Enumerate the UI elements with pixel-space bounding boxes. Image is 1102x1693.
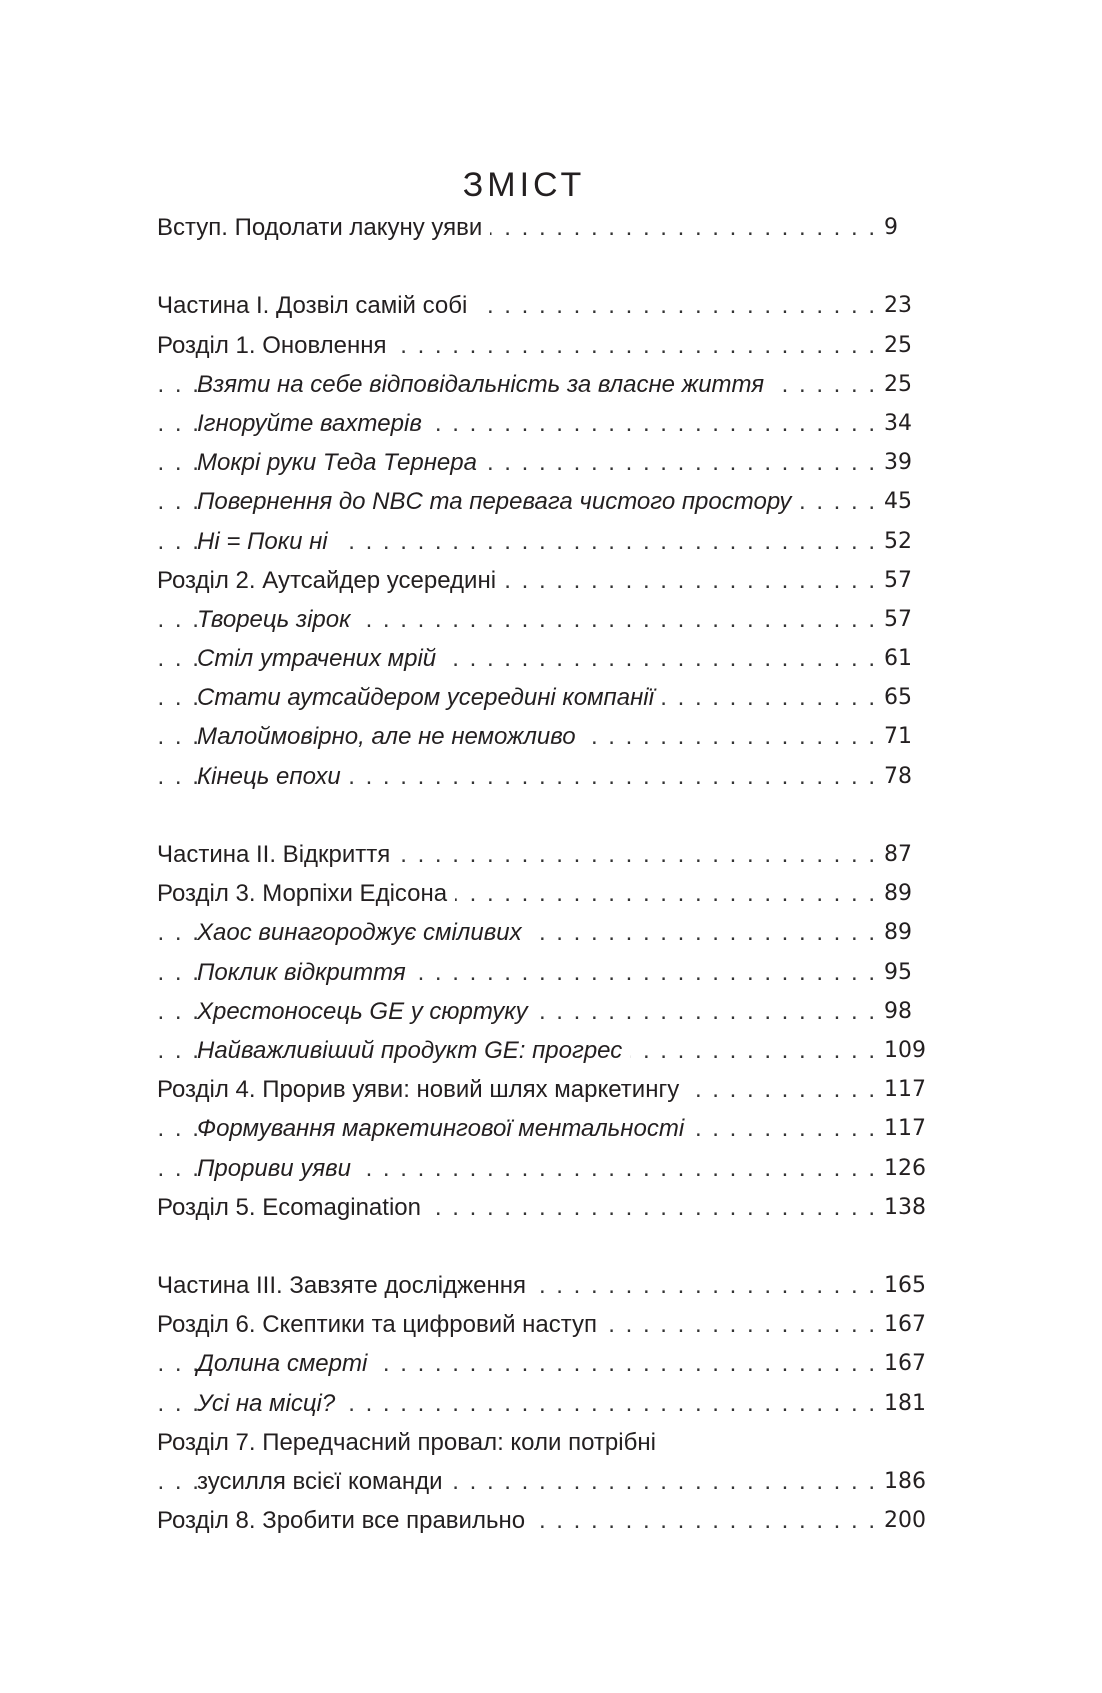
toc-entry-part-2[interactable] (157, 835, 937, 874)
page-number: 34 (884, 410, 912, 436)
entry-label: Повернення до NBC та перевага чистого простору (197, 482, 799, 521)
page-number: 25 (884, 371, 912, 397)
toc-entry-section[interactable] (157, 678, 937, 717)
toc-title: ЗМІСТ (462, 166, 586, 204)
toc-entry-chapter-5[interactable] (157, 1188, 937, 1227)
entry-label: Розділ 2. Аутсайдер усередині (157, 561, 504, 600)
page-number: 138 (884, 1194, 926, 1220)
toc-entry-intro[interactable] (157, 208, 937, 247)
page-number: 95 (884, 959, 912, 985)
page-number: 71 (884, 724, 912, 750)
entry-label: Кінець епохи (197, 757, 349, 796)
toc-entry-chapter-7-continued[interactable] (157, 1462, 937, 1501)
page-number: 186 (884, 1469, 926, 1494)
entry-label: зусилля всієї команди (197, 1462, 451, 1501)
page-number: 87 (884, 842, 912, 867)
entry-label: Прориви уяви (197, 1149, 359, 1188)
toc-entry-chapter-2[interactable] (157, 561, 937, 600)
page-number: 167 (884, 1351, 926, 1377)
page-number: 45 (884, 489, 912, 515)
page-number: 9 (884, 215, 898, 240)
page-number: 126 (884, 1155, 926, 1181)
entry-label: Стати аутсайдером усередині компанії (197, 678, 662, 717)
entry-label: Ігноруйте вахтерів (197, 404, 430, 443)
entry-label: Розділ 1. Оновлення (157, 326, 395, 365)
page-number: 52 (884, 528, 912, 554)
entry-label: Мокрі руки Теда Тернера (197, 443, 485, 482)
toc-entry-section[interactable] (157, 757, 937, 796)
toc-entry-chapter-6[interactable] (157, 1305, 937, 1344)
toc-entry-section[interactable] (157, 1149, 937, 1188)
entry-label: Частина II. Відкриття (157, 835, 398, 874)
entry-label: Ні = Поки ні (197, 522, 336, 561)
toc-entry-section[interactable] (157, 1031, 937, 1070)
entry-label: Стіл утрачених мрій (197, 639, 444, 678)
page-number: 165 (884, 1273, 926, 1299)
toc-entry-section[interactable] (157, 443, 937, 482)
entry-label: Усі на місці? (197, 1384, 343, 1423)
toc-entry-section[interactable] (157, 1344, 937, 1383)
entry-label: Взяти на себе відповідальність за власне життя (197, 365, 772, 404)
page-number: 167 (884, 1312, 926, 1338)
toc-entry-section[interactable] (157, 992, 937, 1031)
page-number: 61 (884, 646, 912, 672)
entry-label: Найважливіший продукт GE: прогрес (197, 1031, 630, 1070)
page-number: 109 (884, 1037, 926, 1063)
toc-entry-section[interactable] (157, 639, 937, 678)
toc-entry-section[interactable] (157, 600, 937, 639)
page-number: 181 (884, 1390, 926, 1416)
entry-label: Розділ 8. Зробити все правильно (157, 1501, 533, 1540)
entry-label: Формування маркетингової ментальності (197, 1109, 692, 1148)
toc-entry-chapter-1[interactable] (157, 326, 937, 365)
page-number: 57 (884, 567, 912, 593)
entry-label: Розділ 4. Прорив уяви: новий шлях маркетингу (157, 1070, 687, 1109)
entry-label: Частина III. Завзяте дослідження (157, 1266, 534, 1305)
page-number: 89 (884, 920, 912, 946)
toc-entry-section[interactable] (157, 953, 937, 992)
page-number: 25 (884, 332, 912, 358)
entry-label: Малоймовірно, але не неможливо (197, 717, 584, 756)
entry-label: Розділ 7. Передчасний провал: коли потрібні (157, 1423, 664, 1462)
page-number: 200 (884, 1508, 926, 1534)
toc-entry-section[interactable] (157, 1109, 937, 1148)
toc-entry-section[interactable] (157, 365, 937, 404)
toc-entry-section[interactable] (157, 522, 937, 561)
page-number: 117 (884, 1116, 926, 1142)
page-number: 89 (884, 881, 912, 907)
page-number: 78 (884, 763, 912, 789)
entry-label: Розділ 3. Морпіхи Едісона (157, 874, 455, 913)
page-number: 98 (884, 998, 912, 1024)
toc-entry-section[interactable] (157, 1384, 937, 1423)
page-number: 65 (884, 685, 912, 711)
toc-entry-part-1[interactable] (157, 286, 937, 325)
entry-label: Хрестоносець GE у сюртуку (197, 992, 536, 1031)
entry-label: Частина I. Дозвіл самій собі (157, 286, 475, 325)
entry-label: Творець зірок (197, 600, 358, 639)
toc-entry-section[interactable] (157, 482, 937, 521)
toc-entry-chapter-8[interactable] (157, 1501, 937, 1540)
toc-entry-part-3[interactable] (157, 1266, 937, 1305)
page-number: 23 (884, 293, 912, 319)
entry-label: Поклик відкриття (197, 953, 414, 992)
toc-entry-section[interactable] (157, 404, 937, 443)
page-number: 117 (884, 1077, 926, 1103)
toc-entry-chapter-3[interactable] (157, 874, 937, 913)
entry-label: Розділ 6. Скептики та цифровий наступ (157, 1305, 605, 1344)
toc-entry-section[interactable] (157, 717, 937, 756)
toc-entry-chapter-4[interactable] (157, 1070, 937, 1109)
entry-label: Розділ 5. Ecomagination (157, 1188, 429, 1227)
entry-label: Долина смерті (197, 1344, 375, 1383)
page-number: 57 (884, 606, 912, 632)
page-number: 39 (884, 450, 912, 476)
table-of-contents (157, 208, 937, 1540)
toc-entry-section[interactable] (157, 913, 937, 952)
entry-label: Хаос винагороджує сміливих (197, 913, 530, 952)
toc-entry-chapter-7[interactable] (157, 1423, 937, 1462)
entry-label: Вступ. Подолати лакуну уяви (157, 208, 490, 247)
